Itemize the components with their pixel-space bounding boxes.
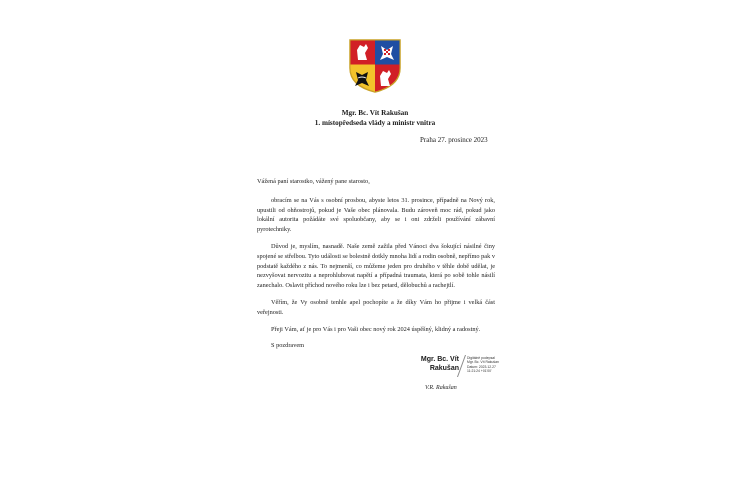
signature-meta-line1: Digitálně podepsal	[467, 356, 495, 360]
digital-signature	[395, 355, 525, 381]
paragraph-3: Věřím, že Vy osobně tenhle apel pochopíte a že díky Vám ho přijme i velká část veřejnosti.	[257, 298, 495, 316]
signature-meta-line2: Mgr. Bc. Vít Rakušan	[467, 360, 499, 365]
signature-name	[395, 355, 459, 373]
vr-signature: V.R. Rakušan	[425, 385, 457, 391]
signature-meta	[467, 356, 499, 374]
paragraph-1: obracím se na Vás s osobní prosbou, abyste letos 31. prosince, případně na Nový rok, upustili od ohňostrojů, pokud je Vaše obec plánovala. Budu zároveň moc rád, pokud jako lokální autorita požádáte své spoluobčany, aby se i oni zdrželi používání zábavní pyrotechniky.	[257, 196, 495, 234]
letter-date: Praha 27. prosince 2023	[420, 136, 488, 144]
letter-body	[257, 177, 495, 358]
czech-coat-of-arms-icon	[344, 34, 406, 96]
signature-name-line1: Mgr. Bc. Vít	[420, 356, 459, 363]
signature-meta-line3: Datum: 2023.12.27	[467, 364, 496, 369]
greeting: Vážená paní starostko, vážený pane starosto,	[257, 178, 370, 185]
signature-meta-line4: 11:21:24 +01'00'	[467, 369, 492, 374]
signature-name-line2: Rakušan	[429, 365, 459, 372]
paragraph-4: Přeji Vám, ať je pro Vás i pro Vaši obec nový rok 2024 úspěšný, klidný a radostný.	[271, 325, 481, 333]
sender-name: Mgr. Bc. Vít Rakušan	[341, 109, 409, 117]
closing: S pozdravem	[271, 342, 305, 350]
letterhead	[280, 108, 470, 128]
paragraph-2: Důvod je, myslím, nasnadě. Naše země zažila před Vánoci dva šokující násilné činy spojené se střelbou. Tyto události se bolestně dotkly mnoha lidí a rodin osobně, nepřímo pak v podstatě každého z nás. To nejmenší, co můžeme jeden pro druhého v těhle době udělat, je nezvyšovat nervozitu a neprohlubovat napětí a případná traumata, která po sobě tohle násilí zanechalo. Oslavit příchod nového roku lze i bez petard, dělobuchů a rachejtlí.	[257, 242, 495, 290]
sender-role: 1. místopředseda vlády a ministr vnitra	[314, 119, 436, 127]
